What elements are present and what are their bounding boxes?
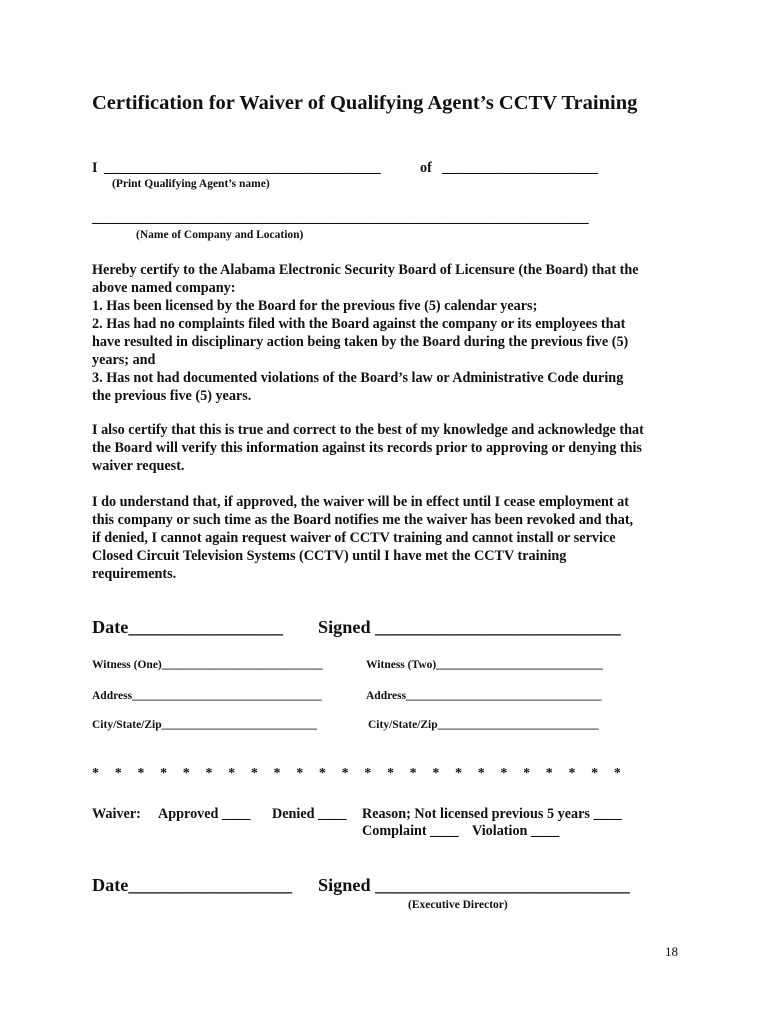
separator-star: * bbox=[613, 766, 621, 781]
executive-director-caption: (Executive Director) bbox=[408, 899, 508, 911]
reason-not-licensed-field[interactable]: Reason; Not licensed previous 5 years ____ bbox=[362, 806, 622, 822]
separator-star: * bbox=[432, 766, 440, 781]
company-field[interactable]: ______________________________________________________________________ bbox=[92, 210, 589, 226]
understand-line: Closed Circuit Television Systems (CCTV) until I have met the CCTV training bbox=[92, 548, 567, 564]
separator-star: * bbox=[386, 766, 394, 781]
separator-star: * bbox=[228, 766, 236, 781]
company-caption: (Name of Company and Location) bbox=[136, 229, 304, 241]
acknowledge-line: waiver request. bbox=[92, 458, 185, 474]
separator-star: * bbox=[205, 766, 213, 781]
understand-line: requirements. bbox=[92, 566, 177, 582]
approved-field[interactable]: Approved ____ bbox=[158, 806, 251, 822]
separator-star: * bbox=[523, 766, 531, 781]
certify-line: have resulted in disciplinary action being taken by the Board during the previous five (5) bbox=[92, 334, 629, 350]
separator-star: * bbox=[182, 766, 190, 781]
certify-line: above named company: bbox=[92, 280, 236, 296]
separator-star: * bbox=[568, 766, 576, 781]
understand-line: this company or such time as the Board notifies me the waiver has been revoked and that, bbox=[92, 512, 634, 528]
document-title: Certification for Waiver of Qualifying Agent’s CCTV Training bbox=[92, 92, 638, 114]
separator-star: * bbox=[477, 766, 485, 781]
separator-star: * bbox=[545, 766, 553, 781]
certify-paragraph bbox=[92, 261, 692, 405]
separator-star: * bbox=[591, 766, 599, 781]
address-left-field[interactable]: Address_________________________________ bbox=[92, 690, 322, 702]
separator-star: * bbox=[160, 766, 168, 781]
separator-star: * bbox=[455, 766, 462, 781]
page-number: 18 bbox=[665, 944, 678, 959]
of-label: of bbox=[420, 160, 432, 176]
city-right-field[interactable]: City/State/Zip____________________________ bbox=[368, 719, 599, 731]
agent-name-caption: (Print Qualifying Agent’s name) bbox=[112, 178, 270, 190]
separator-star: * bbox=[500, 766, 508, 781]
director-signed-field[interactable]: Signed ____________________________ bbox=[318, 875, 630, 895]
witness-two-field[interactable]: Witness (Two)_____________________________ bbox=[366, 659, 603, 671]
separator-star: * bbox=[364, 766, 372, 781]
understand-paragraph bbox=[92, 493, 692, 583]
complaint-field[interactable]: Complaint ____ bbox=[362, 823, 459, 839]
certify-line: 1. Has been licensed by the Board for the previous five (5) calendar years; bbox=[92, 298, 538, 314]
witness-one-field[interactable]: Witness (One)____________________________ bbox=[92, 659, 323, 671]
director-date-field[interactable]: Date__________________ bbox=[92, 875, 293, 895]
agent-prefix: I bbox=[92, 160, 98, 176]
city-left-field[interactable]: City/State/Zip___________________________ bbox=[92, 719, 317, 731]
separator-star: * bbox=[250, 766, 258, 781]
signed-field[interactable]: Signed ___________________________ bbox=[318, 617, 621, 637]
certify-line: years; and bbox=[92, 352, 156, 368]
separator-star: * bbox=[341, 766, 349, 781]
separator-star: * bbox=[296, 766, 304, 781]
violation-field[interactable]: Violation ____ bbox=[472, 823, 560, 839]
separator-star: * bbox=[273, 766, 281, 781]
separator-star: * bbox=[409, 766, 417, 781]
address-right-field[interactable]: Address__________________________________ bbox=[366, 690, 602, 702]
agent-of-field[interactable]: ______________________ bbox=[442, 160, 599, 176]
date-field[interactable]: Date_________________ bbox=[92, 617, 283, 637]
acknowledge-line: the Board will verify this information against its records prior to approving or denying this bbox=[92, 440, 642, 456]
separator-star: * bbox=[114, 766, 122, 781]
waiver-label: Waiver: bbox=[92, 806, 141, 822]
star-separator bbox=[92, 766, 637, 782]
acknowledge-line: I also certify that this is true and correct to the best of my knowledge and acknowledge that bbox=[92, 422, 644, 438]
certify-line: 3. Has not had documented violations of the Board’s law or Administrative Code during bbox=[92, 370, 624, 386]
certify-line: 2. Has had no complaints filed with the Board against the company or its employees that bbox=[92, 316, 626, 332]
understand-line: if denied, I cannot again request waiver of CCTV training and cannot install or service bbox=[92, 530, 616, 546]
certify-line: Hereby certify to the Alabama Electronic Security Board of Licensure (the Board) that the bbox=[92, 262, 639, 278]
separator-star: * bbox=[137, 766, 145, 781]
agent-name-field[interactable]: _______________________________________ bbox=[104, 160, 381, 176]
denied-field[interactable]: Denied ____ bbox=[272, 806, 347, 822]
certify-line: the previous five (5) years. bbox=[92, 388, 252, 404]
understand-line: I do understand that, if approved, the waiver will be in effect until I cease employment at bbox=[92, 494, 630, 510]
acknowledge-paragraph bbox=[92, 421, 692, 475]
separator-star: * bbox=[92, 766, 99, 781]
separator-star: * bbox=[318, 766, 326, 781]
